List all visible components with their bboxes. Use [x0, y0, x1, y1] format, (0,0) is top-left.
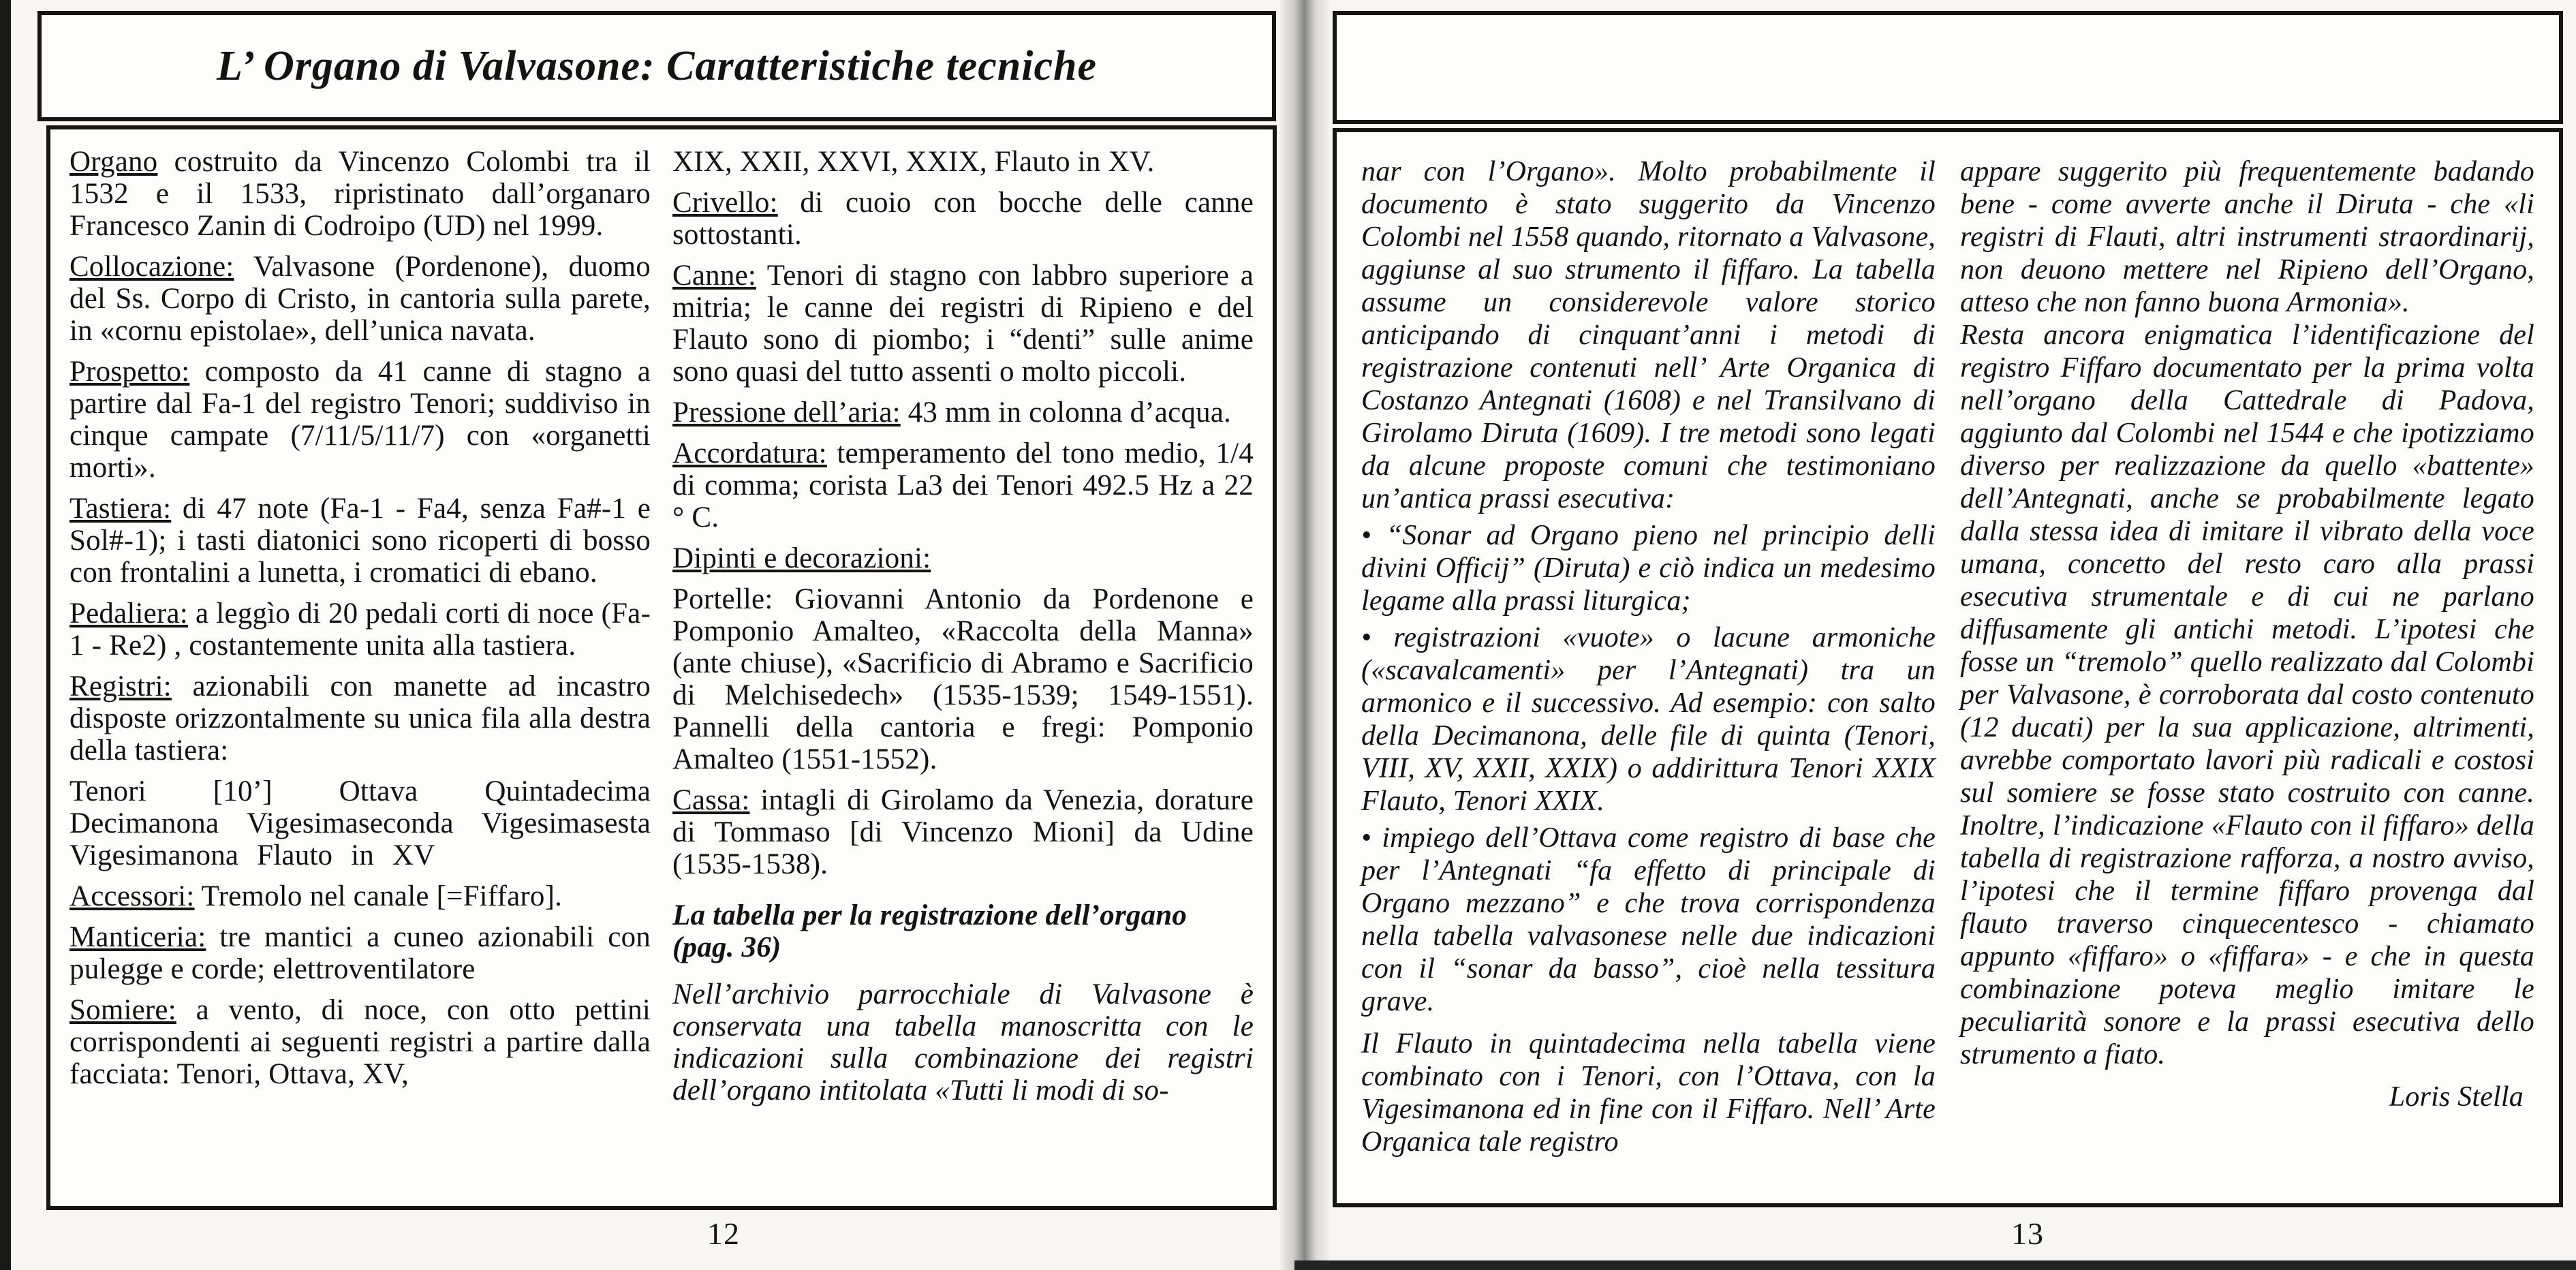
- paragraph-canne: [672, 260, 1254, 388]
- paragraph-prospetto: [69, 356, 651, 484]
- paragraph-pressione: [672, 397, 1254, 429]
- paragraph-text: Portelle: Giovanni Antonio da Pordenone e Pomponio Amalteo, «Raccolta della Manna» (ante chiuse), «Sacrificio di Abramo e Sacrificio di Melchisedech» (1535-1539; 1549-1551). Pannelli della cantoria e fregi: Pomponio Amalteo (1551-1552).: [672, 583, 1254, 775]
- paragraph-text: tre mantici a cuneo azionabili con pulegge e corde; elettroventilatore: [69, 921, 651, 985]
- right-page-header-box: [1333, 11, 2563, 124]
- paragraph-text: Tenori [10’] Ottava Quintadecima Decimanona Vigesimaseconda Vigesimasesta Vigesimanona Flauto in XV: [69, 775, 651, 871]
- paragraph-text: Tenori di stagno con labbro superiore a mitria; le canne dei registri di Ripieno e del Flauto sono di piombo; i “denti” sulle anime sono quasi del tutto assenti o molto piccoli.: [672, 260, 1254, 388]
- paragraph-label: Accessori:: [69, 880, 195, 912]
- paragraph-label: Somiere:: [69, 994, 176, 1026]
- paragraph-appare-suggerito: appare suggerito più frequentemente badando bene - come avverte anche il Diruta - che «li registri di Flauti, altri instrumenti straordinarij, non deuono mettere nel Ripieno dell’Organo, atteso che non fanno buona Armonia».: [1960, 156, 2534, 318]
- left-page-title-box: [37, 11, 1276, 121]
- paragraph-label: Organo: [69, 146, 158, 178]
- paragraph-manticeria: [69, 921, 651, 985]
- bullet-registrazioni-vuote: • registrazioni «vuote» o lacune armoniche («scavalcamenti» per l’Antegnati) tra un armonico e il successivo. Ad esempio: con salto della Decimanona, delle file di quinta (Tenori, VIII, XV, XXII, XXIX) o addirittura Tenori XXIX Flauto, Tenori XXIX.: [1361, 622, 1936, 817]
- register-list: [69, 775, 651, 871]
- paragraph-label: Dipinti e decorazioni:: [672, 542, 931, 574]
- paragraph-portelle: [672, 583, 1254, 775]
- paragraph-crivello: [672, 187, 1254, 251]
- paragraph-text: XIX, XXII, XXVI, XXIX, Flauto in XV.: [672, 146, 1155, 178]
- paragraph-resta-enigmatica: Resta ancora enigmatica l’identificazione del registro Fiffaro documentato per la prima volta nell’organo della Cattedrale di Padova, aggiunto dal Colombi nel 1544 e che ipotizziamo diverso per realizzazione da quello «battente» dell’Antegnati, anche se probabilmente legato dalla stessa idea di imitare il vibrato della voce umana, concetto del resto caro alla prassi esecutiva strumentale e di cui ne parlano diffusamente gli antichi metodi. L’ipotesi che fosse un “tremolo” quello realizzato dal Colombi per Valvasone, è corroborata dal costo contenuto (12 ducati) per la sua applicazione, altrimenti, avrebbe comportato lavori più radicali e costosi sul somiere se fosse stato costruito con canne. Inoltre, l’indicazione «Flauto con il fiffaro» della tabella di registrazione rafforza, a nostro avviso, l’ipotesi che il termine fiffaro provenga dal flauto traverso cinquecentesco - chiamato appunto «fiffaro» o «fiffara» - e che in questa combinazione poteva meglio imitare le peculiarità sonore e la prassi esecutiva dello strumento a fiato.: [1960, 320, 2534, 1070]
- paragraph-archivio: Nell’archivio parrocchiale di Valvasone è conservata una tabella manoscritta con le indicazioni sulla combinazione dei registri dell’organo intitolata «Tutti li modi di so-: [672, 978, 1254, 1106]
- scan-edge-bottom: [1294, 1260, 2576, 1270]
- paragraph-accordatura: [672, 437, 1254, 533]
- paragraph-label: Collocazione:: [69, 251, 234, 283]
- right-page-column-2: [1960, 155, 2534, 1180]
- paragraph-label: Pedaliera:: [69, 598, 188, 630]
- paragraph-pedaliera: [69, 598, 651, 662]
- paragraph-tastiera: [69, 493, 651, 589]
- author-signature: Loris Stella: [2389, 1081, 2524, 1113]
- paragraph-text: a leggìo di 20 pedali corti di noce (Fa-1 - Re2) , costantemente unita alla tastiera.: [69, 598, 651, 662]
- paragraph-label: Canne:: [672, 260, 756, 292]
- paragraph-text: costruito da Vincenzo Colombi tra il 1532 e il 1533, ripristinato dall’organaro Francesco Zanin di Codroipo (UD) nel 1999.: [69, 146, 651, 242]
- paragraph-dipinti-heading: [672, 542, 1254, 574]
- paragraph-accessori: [69, 880, 651, 912]
- paragraph-registers-continuation: [672, 146, 1254, 178]
- paragraph-text: di 47 note (Fa-1 - Fa4, senza Fa#-1 e Sol#-1); i tasti diatonici sono ricoperti di bosso con frontalini a lunetta, i cromatici di ebano.: [69, 493, 651, 589]
- paragraph-collocazione: [69, 251, 651, 347]
- paragraph-text: azionabili con manette ad incastro disposte orizzontalmente su unica fila alla destra della tastiera:: [69, 670, 651, 766]
- paragraph-label: Prospetto:: [69, 356, 190, 388]
- paragraph-text: intagli di Girolamo da Venezia, dorature di Tommaso [di Vincenzo Mioni] da Udine (1535-1538).: [672, 784, 1254, 880]
- paragraph-registri: [69, 670, 651, 766]
- scan-edge-left: [0, 0, 11, 1270]
- right-page-column-1: [1361, 155, 1936, 1180]
- paragraph-label: Accordatura:: [672, 437, 827, 469]
- page-title: L’ Organo di Valvasone: Caratteristiche tecniche: [217, 42, 1097, 89]
- paragraph-text: 43 mm in colonna d’acqua.: [900, 397, 1231, 429]
- paragraph-label: Crivello:: [672, 187, 778, 219]
- paragraph-cassa: [672, 784, 1254, 880]
- page-number-13: 13: [2011, 1216, 2044, 1251]
- paragraph-text: Tremolo nel canale [=Fiffaro].: [194, 880, 563, 912]
- paragraph-text: temperamento del tono medio, 1/4 di comma; corista La3 dei Tenori 492.5 Hz a 22 ° C.: [672, 437, 1254, 533]
- paragraph-organo: [69, 146, 651, 242]
- paragraph-tabella-storia: nar con l’Organo». Molto probabilmente il documento è stato suggerito da Vincenzo Colombi nel 1558 quando, ritornato a Valvasone, aggiunse al suo strumento il fiffaro. La tabella assume un considerevole valore storico anticipando di cinquant’anni i metodi di registrazione contenuti nell’ Arte Organica di Costanzo Antegnati (1608) e nel Transilvano di Girolamo Diruta (1609). I tre metodi sono legati da alcune proposte comuni che testimoniano un’antica prassi esecutiva:: [1361, 156, 1936, 514]
- paragraph-text: a vento, di noce, con otto pettini corrispondenti ai seguenti registri a partire dalla facciata: Tenori, Ottava, XV,: [69, 994, 651, 1090]
- paragraph-label: Manticeria:: [69, 921, 206, 953]
- book-gutter-shadow: [1278, 0, 1331, 1270]
- left-page-column-1: [69, 146, 651, 1190]
- paragraph-text: Valvasone (Pordenone), duomo del Ss. Corpo di Cristo, in cantoria sulla parete, in «cornu epistolae», dell’unica navata.: [69, 251, 651, 347]
- paragraph-label: Pressione dell’aria:: [672, 397, 901, 429]
- paragraph-text: di cuoio con bocche delle canne sottostanti.: [672, 187, 1254, 251]
- right-page-content-box: [1333, 128, 2563, 1207]
- paragraph-label: Tastiera:: [69, 493, 172, 525]
- paragraph-label: Registri:: [69, 670, 172, 702]
- section-heading-tabella: La tabella per la registrazione dell’organo (pag. 36): [672, 899, 1188, 963]
- paragraph-flauto-quintadecima: Il Flauto in quintadecima nella tabella viene combinato con i Tenori, con l’Ottava, con la Vigesimanona ed in fine con il Fiffaro. Nell’ Arte Organica tale registro: [1361, 1028, 1936, 1158]
- paragraph-label: Cassa:: [672, 784, 750, 816]
- left-page-column-2: [672, 146, 1254, 1190]
- left-page-content-box: [46, 125, 1277, 1210]
- bullet-impiego-ottava: • impiego dell’Ottava come registro di base che per l’Antegnati “fa effetto di principale di Organo mezzano” e che trova corrispondenza nella tabella valvasonese nelle due indicazioni con il “sonar da basso”, cioè nella tessitura grave.: [1361, 822, 1936, 1017]
- bullet-sonar-organo-pieno: • “Sonar ad Organo pieno nel principio delli divini Officij” (Diruta) e ciò indica un medesimo legame alla prassi liturgica;: [1361, 520, 1936, 617]
- page-number-12: 12: [707, 1216, 740, 1251]
- paragraph-text: composto da 41 canne di stagno a partire dal Fa-1 del registro Tenori; suddiviso in cinque campate (7/11/5/11/7) con «organetti morti».: [69, 356, 651, 484]
- paragraph-somiere: [69, 994, 651, 1090]
